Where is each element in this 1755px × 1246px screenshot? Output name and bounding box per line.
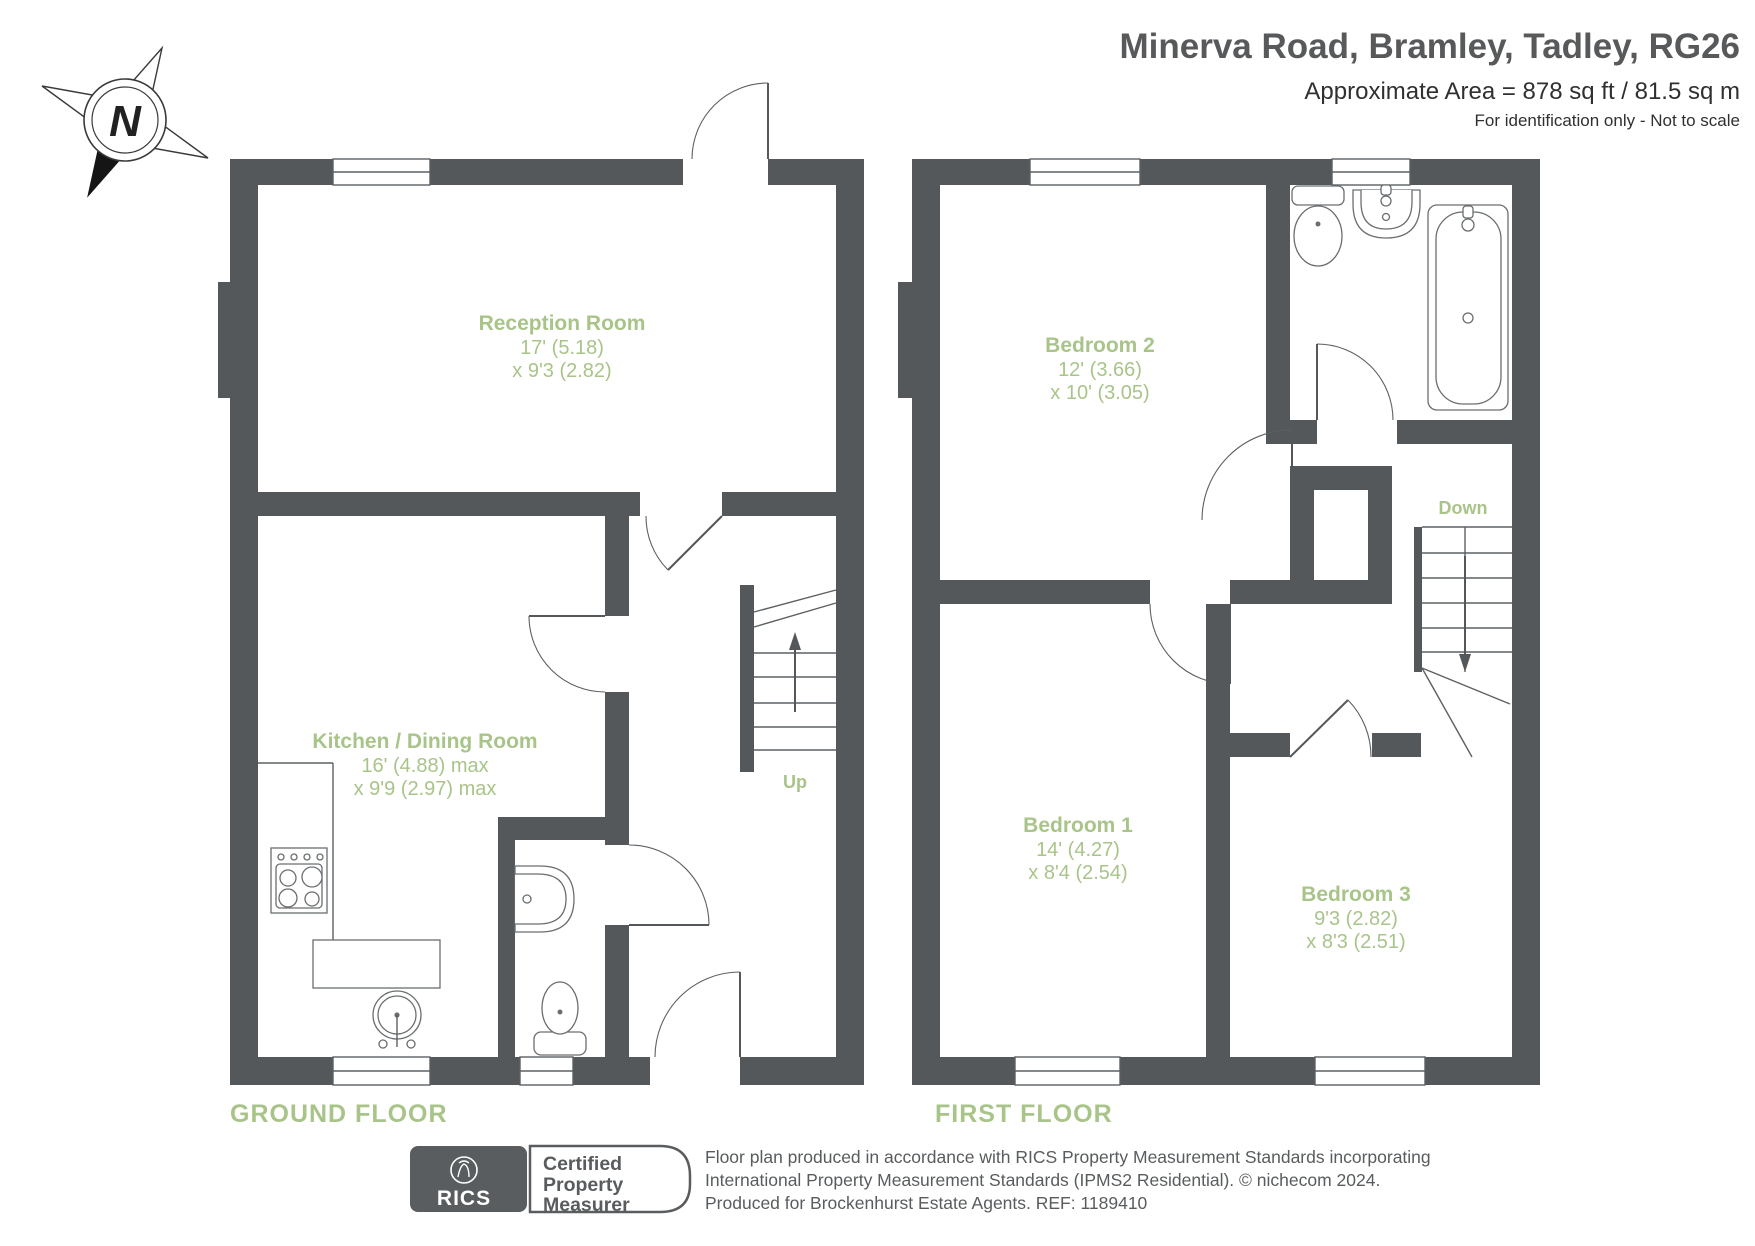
compass-icon [42,48,208,196]
ff-right-wall [1512,159,1540,1085]
svg-text:Property: Property [543,1174,624,1196]
svg-text:Measurer: Measurer [543,1194,630,1216]
scale-note: For identification only - Not to scale [1474,111,1740,130]
svg-text:x 10' (3.05): x 10' (3.05) [1050,382,1150,404]
bedroom3-door [1290,700,1371,757]
gf-left-wall [230,159,258,1085]
gf-kitchen-window [333,1057,430,1085]
header [1120,27,1741,130]
down-arrow-icon [1459,654,1471,672]
svg-text:International Property Measure: International Property Measurement Standards (IPMS2 Residential). © nichecom 2024. [705,1170,1381,1190]
gf-stairs-label: Up [783,772,807,792]
svg-text:x 9'3 (2.82): x 9'3 (2.82) [512,360,612,382]
gf-reception-door [646,516,722,570]
svg-text:Bedroom 3: Bedroom 3 [1301,883,1411,906]
gf-back-door [692,83,768,159]
svg-text:Bedroom 2: Bedroom 2 [1045,334,1155,357]
bedroom3-label [1301,883,1411,953]
ff-chimney [898,282,914,398]
svg-text:x 9'9 (2.97) max: x 9'9 (2.97) max [353,778,497,800]
svg-text:17' (5.18): 17' (5.18) [520,337,604,359]
svg-text:16' (4.88) max: 16' (4.88) max [361,755,489,777]
svg-text:14' (4.27): 14' (4.27) [1036,839,1120,861]
gf-stairs [740,585,836,772]
svg-text:Certified: Certified [543,1153,623,1175]
svg-text:9'3 (2.82): 9'3 (2.82) [1314,908,1398,930]
first-floor-label: FIRST FLOOR [935,1100,1113,1128]
bedroom2-label [1045,334,1155,404]
first-floor-plan [898,159,1540,1128]
svg-text:Floor plan produced in accorda: Floor plan produced in accordance with RICS Property Measurement Standards incorporating [705,1147,1431,1167]
hob [271,848,327,913]
footer [410,1146,1431,1216]
wc-toilet [534,982,586,1055]
bathroom-toilet [1292,186,1344,266]
bathroom-sink [1353,185,1420,238]
ff-bedroom2-window [1030,159,1140,185]
ff-bedroom1-window [1015,1057,1120,1085]
gf-kitchen-door [529,616,605,692]
svg-text:12' (3.66): 12' (3.66) [1058,359,1142,381]
ff-bathroom-window [1332,159,1410,185]
certified-property-measurer-badge [530,1146,690,1216]
wc-basin [515,866,574,932]
ff-stairs-label: Down [1438,498,1488,518]
ground-floor-plan [218,83,864,1128]
svg-text:Kitchen / Dining Room: Kitchen / Dining Room [312,730,538,753]
gf-top-window [333,159,430,185]
gf-wc-window [520,1057,573,1085]
approximate-area: Approximate Area = 878 sq ft / 81.5 sq m [1304,78,1740,105]
svg-text:Produced for Brockenhurst Esta: Produced for Brockenhurst Estate Agents. REF: 1189410 [705,1193,1148,1213]
svg-text:x 8'4 (2.54): x 8'4 (2.54) [1028,862,1128,884]
gf-chimney [218,282,234,398]
svg-text:Reception Room: Reception Room [478,312,646,335]
kitchen-label [312,730,537,800]
ground-floor-label: GROUND FLOOR [230,1100,448,1128]
bathroom-door [1317,344,1393,420]
ff-left-wall [912,159,940,1085]
bathtub [1428,205,1508,410]
gf-right-wall [836,159,864,1085]
gf-front-door [655,972,740,1057]
ff-stairs [1414,527,1512,757]
footer-disclaimer [705,1147,1431,1213]
page-title: Minerva Road, Bramley, Tadley, RG26 [1119,27,1740,66]
bedroom1-label [1023,814,1133,884]
up-arrow-icon [789,632,801,650]
ff-bedroom3-window [1315,1057,1425,1085]
reception-room-label [479,312,646,382]
svg-text:Bedroom 1: Bedroom 1 [1023,814,1133,837]
gf-wc-door [629,845,709,925]
svg-text:x 8'3 (2.51): x 8'3 (2.51) [1306,931,1406,953]
rics-wordmark: RICS [436,1187,492,1210]
kitchen-sink [373,991,421,1048]
rics-badge [410,1146,527,1212]
compass-north-label: N [109,97,141,146]
